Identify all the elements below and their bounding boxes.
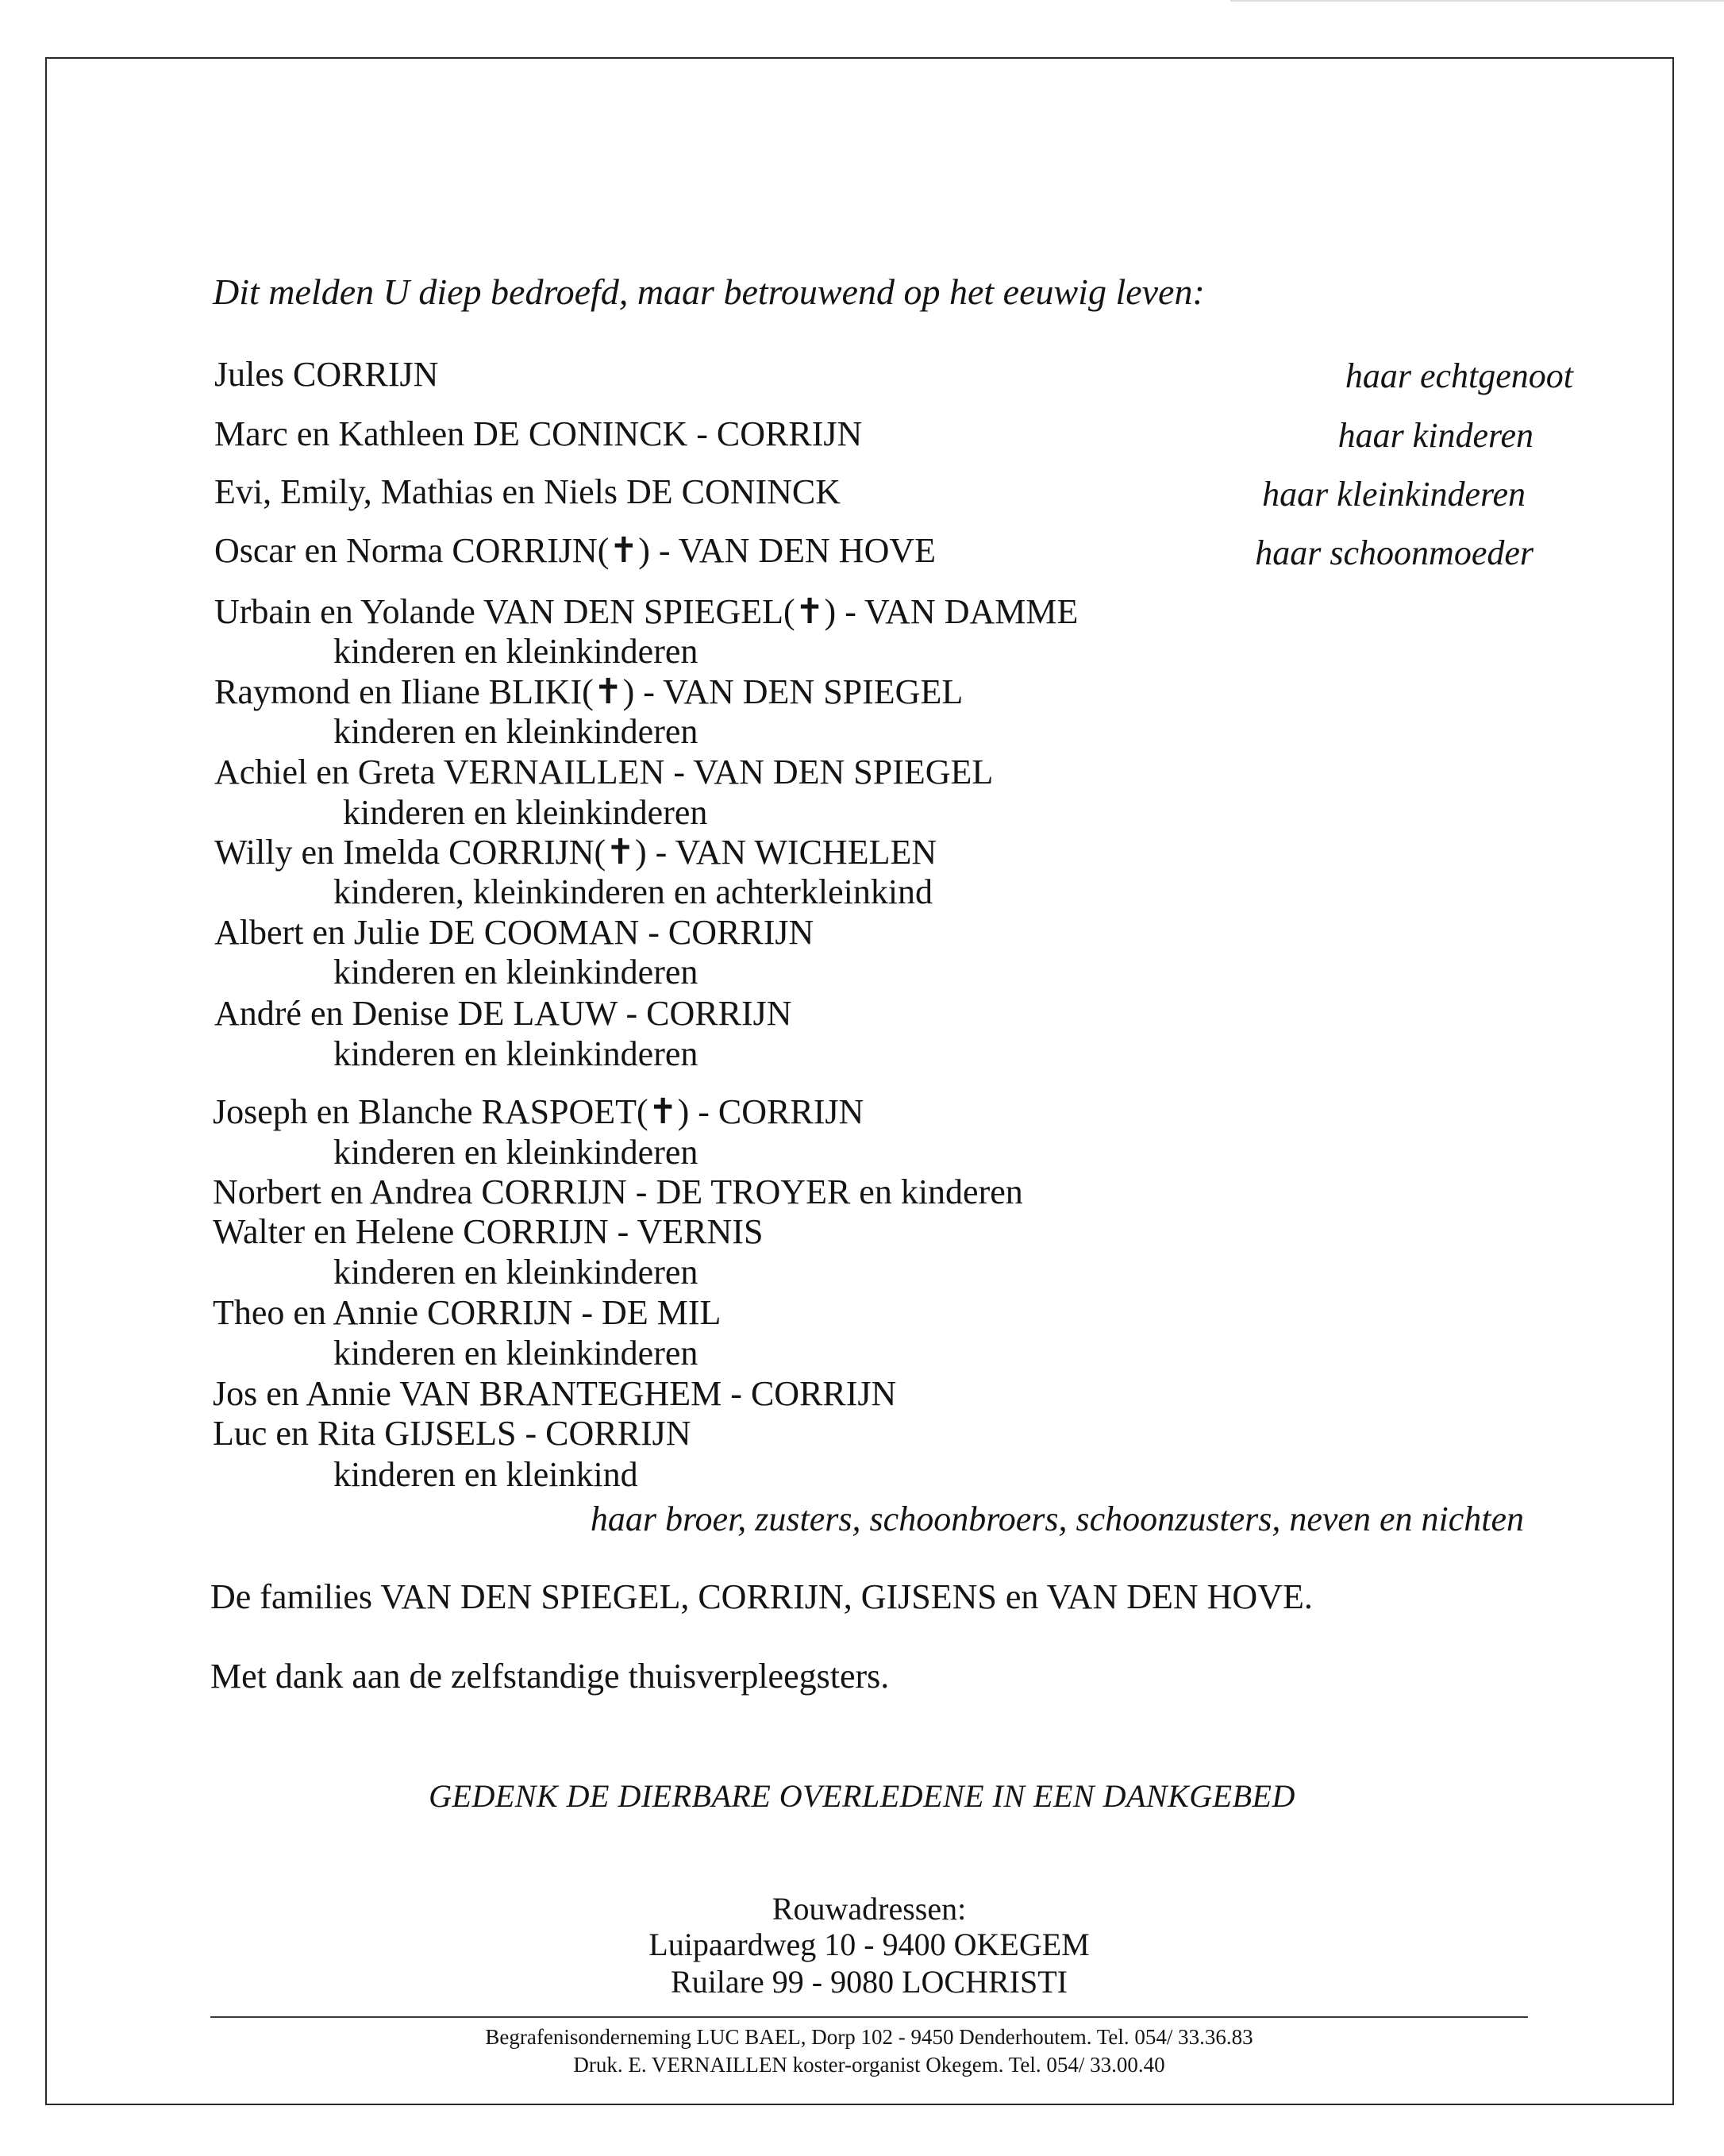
- address-line: Ruilare 99 - 9080 LOCHRISTI: [671, 1964, 1068, 2000]
- family-subline: kinderen en kleinkinderen: [343, 793, 708, 832]
- family-subline: kinderen en kleinkinderen: [333, 632, 698, 671]
- role-label: haar echtgenoot: [1345, 356, 1573, 395]
- footer-line: Druk. E. VERNAILLEN koster-organist Okegem. Tel. 054/ 33.00.40: [573, 2053, 1165, 2077]
- family-line: Theo en Annie CORRIJN - DE MIL: [213, 1293, 722, 1332]
- family-line: Albert en Julie DE COOMAN - CORRIJN: [214, 913, 814, 952]
- family-line: Achiel en Greta VERNAILLEN - VAN DEN SPIEGEL: [214, 753, 994, 791]
- footer-line: Begrafenisonderneming LUC BAEL, Dorp 102 - 9450 Denderhoutem. Tel. 054/ 33.36.83: [485, 2025, 1253, 2049]
- family-subline: kinderen en kleinkinderen: [333, 1034, 698, 1073]
- thanks-line: Met dank aan de zelfstandige thuisverpleegsters.: [210, 1657, 890, 1696]
- family-line: Evi, Emily, Mathias en Niels DE CONINCK: [214, 472, 841, 511]
- family-line: Willy en Imelda CORRIJN(✝) - VAN WICHELEN: [214, 833, 937, 872]
- role-label: haar schoonmoeder: [1255, 533, 1534, 572]
- family-line: Walter en Helene CORRIJN - VERNIS: [213, 1212, 764, 1251]
- family-line: Marc en Kathleen DE CONINCK - CORRIJN: [214, 414, 863, 453]
- family-subline: kinderen en kleinkinderen: [333, 1133, 698, 1172]
- family-line: Raymond en Iliane BLIKI(✝) - VAN DEN SPIEGEL: [214, 672, 964, 711]
- family-subline: kinderen, kleinkinderen en achterkleinkind: [333, 872, 933, 911]
- role-label: haar kleinkinderen: [1262, 475, 1526, 514]
- family-line: Joseph en Blanche RASPOET(✝) - CORRIJN: [213, 1092, 864, 1131]
- family-line: Oscar en Norma CORRIJN(✝) - VAN DEN HOVE: [214, 531, 937, 570]
- family-subline: kinderen en kleinkinderen: [333, 1253, 698, 1292]
- family-subline: kinderen en kleinkinderen: [333, 1334, 698, 1373]
- family-line: Luc en Rita GIJSELS - CORRIJN: [213, 1414, 691, 1453]
- address-line: Luipaardweg 10 - 9400 OKEGEM: [648, 1927, 1090, 1962]
- families-line: De families VAN DEN SPIEGEL, CORRIJN, GIJSENS en VAN DEN HOVE.: [210, 1577, 1313, 1616]
- family-subline: kinderen en kleinkind: [333, 1455, 638, 1494]
- scan-edge-line: [1230, 0, 1724, 2]
- role-label: haar kinderen: [1337, 416, 1534, 455]
- family-line: Jules CORRIJN: [214, 355, 439, 394]
- divider: [210, 2016, 1528, 2018]
- intro-text: Dit melden U diep bedroefd, maar betrouwend op het eeuwig leven:: [213, 271, 1205, 312]
- family-line: Jos en Annie VAN BRANTEGHEM - CORRIJN: [213, 1374, 897, 1413]
- addresses-heading: Rouwadressen:: [772, 1891, 967, 1927]
- family-line: Urbain en Yolande VAN DEN SPIEGEL(✝) - VAN DAMME: [214, 592, 1079, 631]
- family-subline: kinderen en kleinkinderen: [333, 953, 698, 991]
- family-line: Norbert en Andrea CORRIJN - DE TROYER en kinderen: [213, 1172, 1023, 1211]
- family-subline: kinderen en kleinkinderen: [333, 712, 698, 751]
- motto: GEDENK DE DIERBARE OVERLEDENE IN EEN DANKGEBED: [429, 1778, 1295, 1814]
- family-line: André en Denise DE LAUW - CORRIJN: [214, 994, 792, 1033]
- role-label: haar broer, zusters, schoonbroers, schoonzusters, neven en nichten: [590, 1500, 1524, 1538]
